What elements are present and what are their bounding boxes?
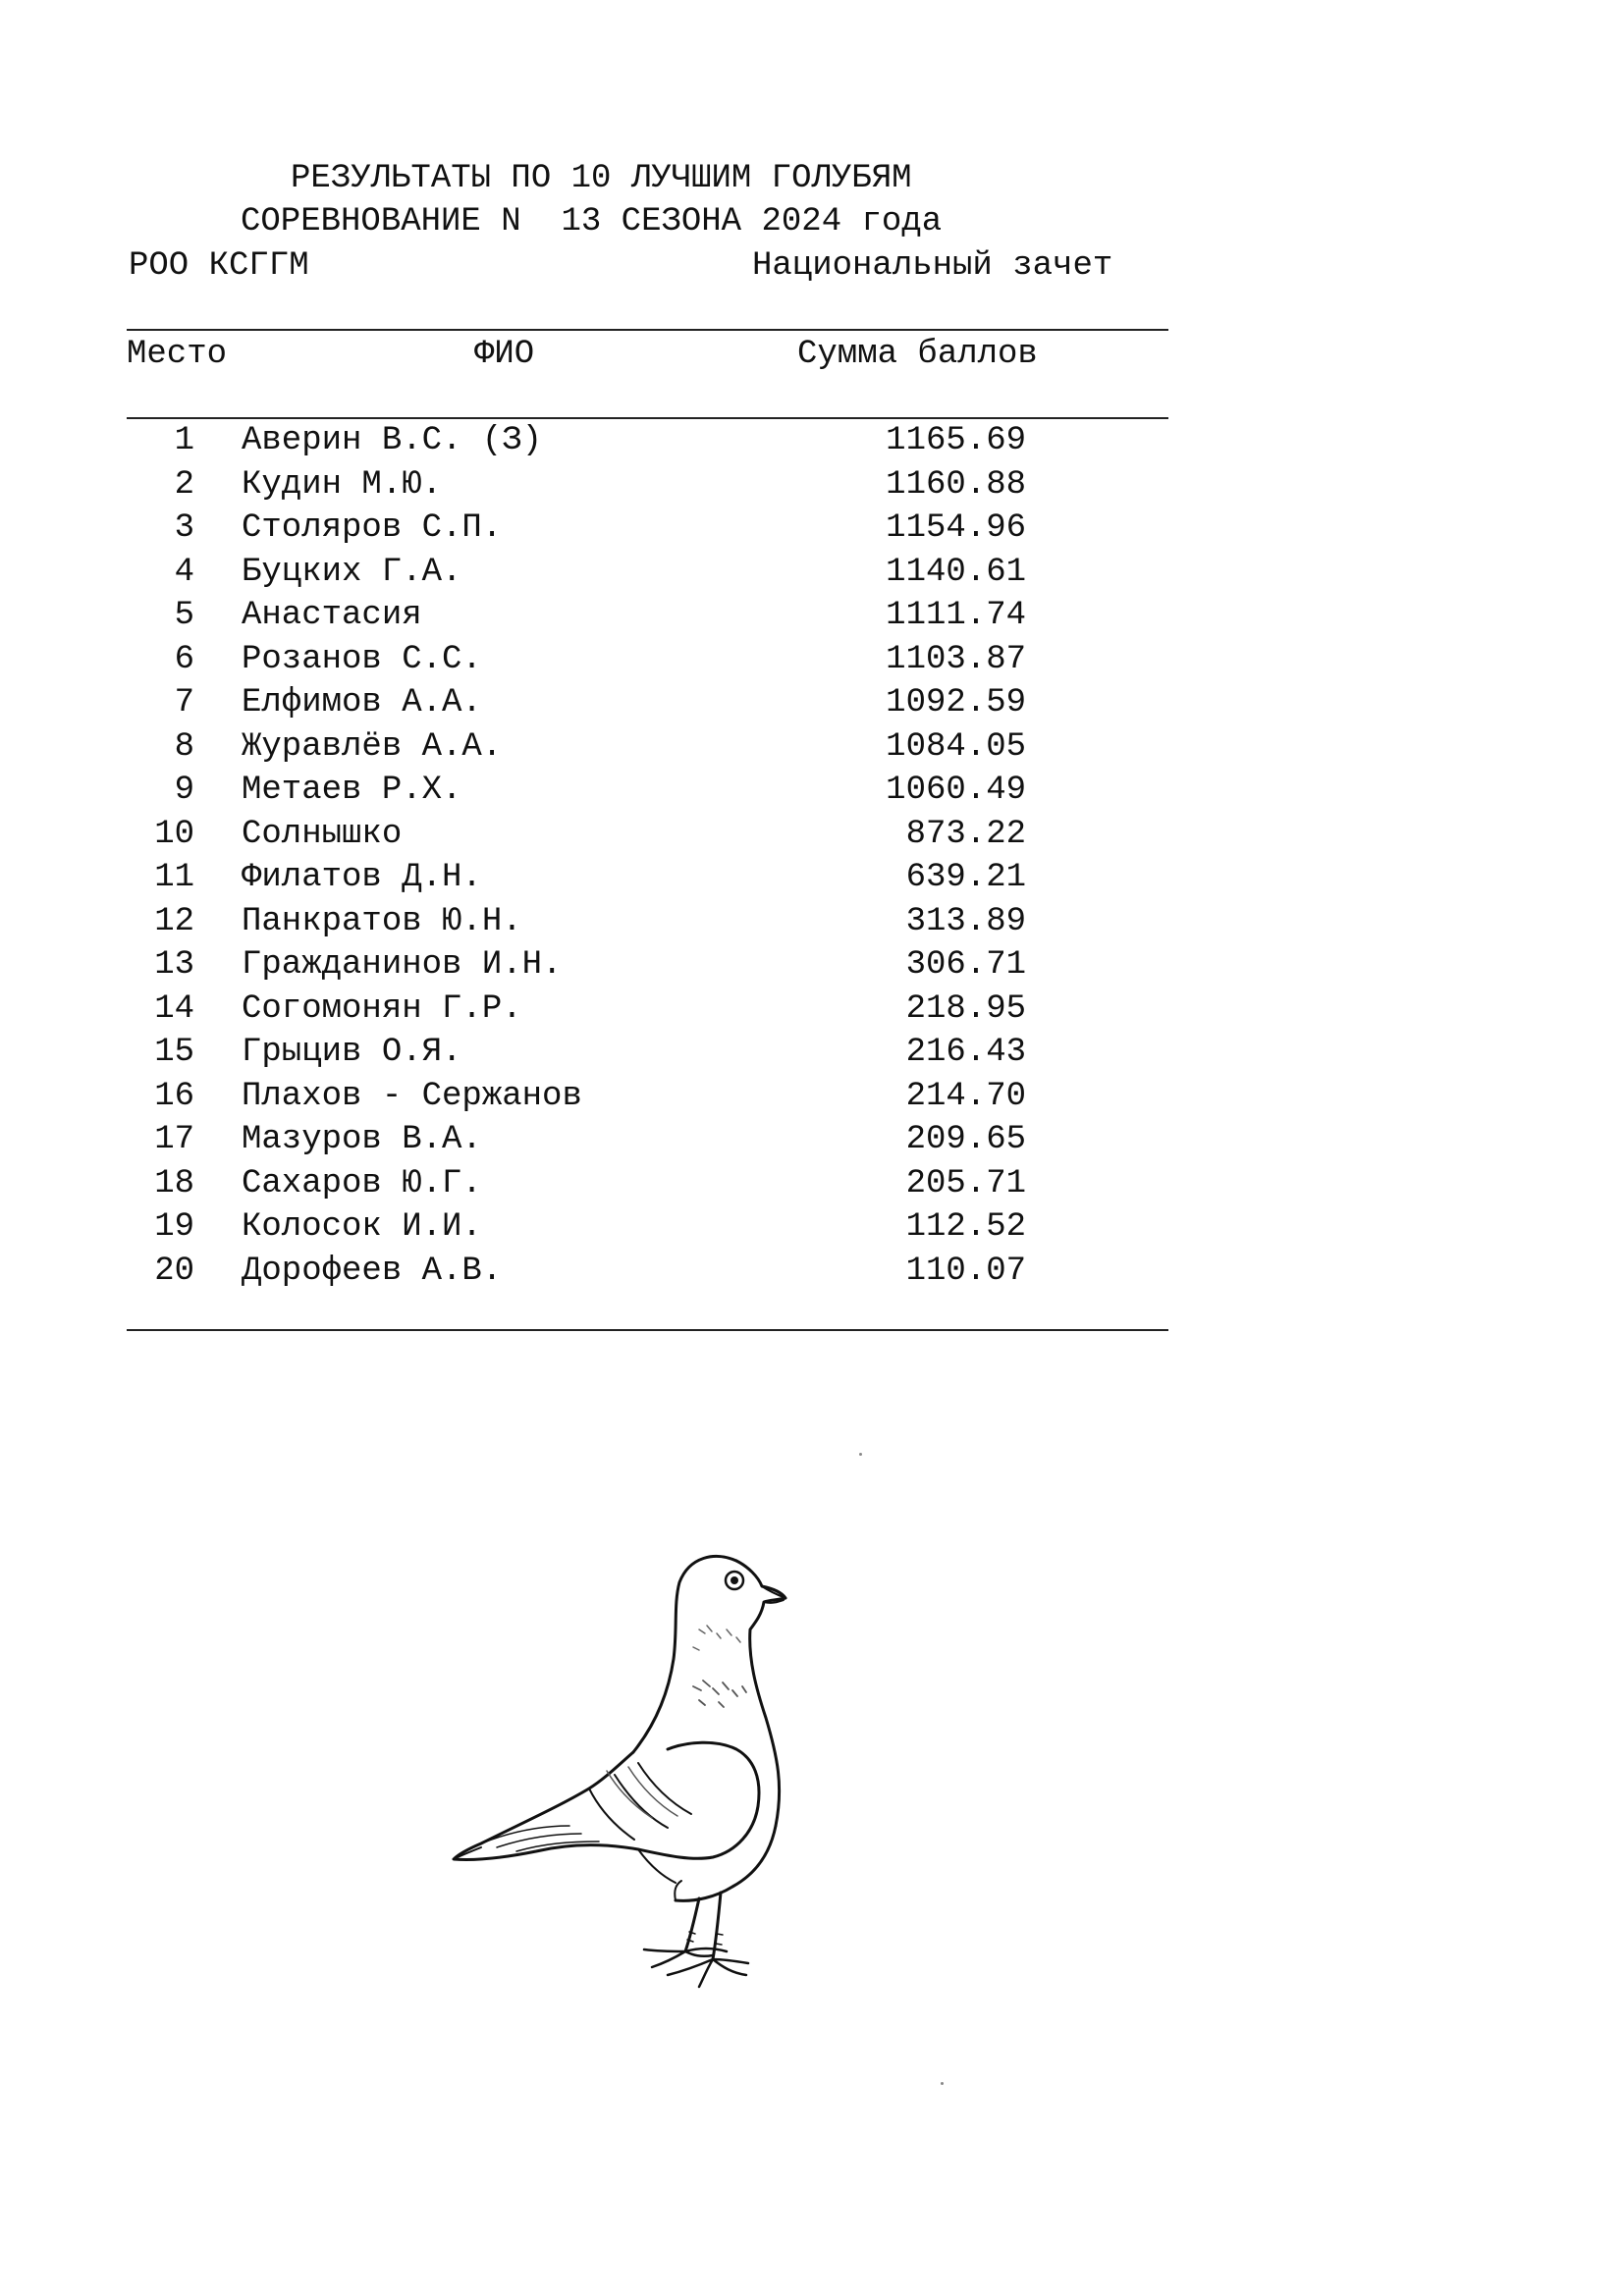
scan-speck [859,1453,862,1456]
header-divider-top [127,329,1168,331]
report-title: РЕЗУЛЬТАТЫ ПО 10 ЛУЧШИМ ГОЛУБЯМ [291,160,912,197]
row-name: Согомонян Г.Р. [242,989,522,1028]
row-name: Мазуров В.А. [242,1121,482,1158]
pigeon-icon [442,1531,874,2032]
row-score: 639.21 [905,859,1026,896]
table-row [0,1205,1080,1249]
row-score: 1103.87 [886,640,1026,678]
table-row [0,463,1080,507]
table-row [0,594,1080,637]
row-place: 1 [174,422,194,459]
row-name: Аверин В.С. (З) [242,422,543,459]
row-place: 20 [154,1252,194,1290]
row-score: 306.71 [905,946,1026,984]
column-header-place: Место [127,336,228,373]
row-score: 209.65 [905,1121,1026,1158]
table-row [0,1075,1080,1118]
row-name: Грыцив О.Я. [242,1034,462,1071]
table-row [0,943,1080,987]
row-name: Плахов - Сержанов [242,1077,582,1115]
row-name: Столяров С.П. [242,509,503,547]
row-score: 1165.69 [886,422,1026,459]
row-place: 10 [154,815,194,853]
row-score: 216.43 [905,1034,1026,1071]
row-score: 1160.88 [886,465,1026,504]
table-row [0,507,1080,550]
competition-subtitle: СОРЕВНОВАНИЕ N 13 СЕЗОНА 2024 года [241,203,943,240]
row-score: 1140.61 [886,553,1026,591]
table-row [0,900,1080,943]
table-divider-bottom [127,1329,1168,1331]
table-row [0,1162,1080,1205]
row-score: 112.52 [905,1208,1026,1246]
row-score: 873.22 [905,815,1026,853]
row-name: Солнышко [242,815,403,853]
row-place: 17 [154,1121,194,1158]
organization-name: РОО КСГГМ [129,247,309,285]
row-name: Метаев Р.Х. [242,772,462,809]
table-row [0,681,1080,724]
row-name: Филатов Д.Н. [242,859,482,896]
row-score: 110.07 [905,1252,1026,1290]
row-place: 7 [174,684,194,721]
row-score: 218.95 [905,989,1026,1028]
row-place: 4 [174,553,194,591]
row-name: Анастасия [242,597,422,634]
column-header-name: ФИО [474,336,535,373]
row-place: 16 [154,1077,194,1115]
table-row [0,551,1080,594]
row-name: Розанов С.С. [242,640,482,678]
row-name: Журавлёв А.А. [242,727,503,766]
table-row [0,813,1080,856]
row-place: 6 [174,640,194,678]
table-row [0,1118,1080,1161]
table-row [0,725,1080,769]
row-score: 205.71 [905,1164,1026,1202]
row-score: 1092.59 [886,684,1026,721]
table-row [0,638,1080,681]
row-place: 18 [154,1164,194,1202]
table-row [0,1031,1080,1074]
row-name: Колосок И.И. [242,1208,482,1246]
row-place: 12 [154,902,194,940]
row-place: 8 [174,727,194,766]
row-score: 1111.74 [886,597,1026,634]
table-row [0,769,1080,812]
row-place: 2 [174,465,194,504]
row-place: 3 [174,509,194,547]
row-name: Панкратов Ю.Н. [242,902,522,940]
row-name: Елфимов А.А. [242,684,482,721]
row-place: 11 [154,859,194,896]
table-row [0,1250,1080,1293]
row-place: 5 [174,597,194,634]
row-place: 15 [154,1034,194,1071]
column-header-score: Сумма баллов [797,336,1038,373]
category-label: Национальный зачет [752,247,1113,285]
row-name: Кудин М.Ю. [242,465,443,504]
row-score: 313.89 [905,902,1026,940]
row-score: 1154.96 [886,509,1026,547]
row-place: 19 [154,1208,194,1246]
row-name: Буцких Г.А. [242,553,462,591]
row-name: Гражданинов И.Н. [242,946,563,984]
row-name: Сахаров Ю.Г. [242,1164,482,1202]
row-place: 14 [154,989,194,1028]
row-place: 13 [154,946,194,984]
row-name: Дорофеев А.В. [242,1252,503,1290]
table-row [0,988,1080,1031]
row-score: 214.70 [905,1077,1026,1115]
row-place: 9 [174,772,194,809]
row-score: 1060.49 [886,772,1026,809]
scan-speck [941,2082,944,2085]
table-row [0,419,1080,462]
row-score: 1084.05 [886,727,1026,766]
table-row [0,856,1080,899]
